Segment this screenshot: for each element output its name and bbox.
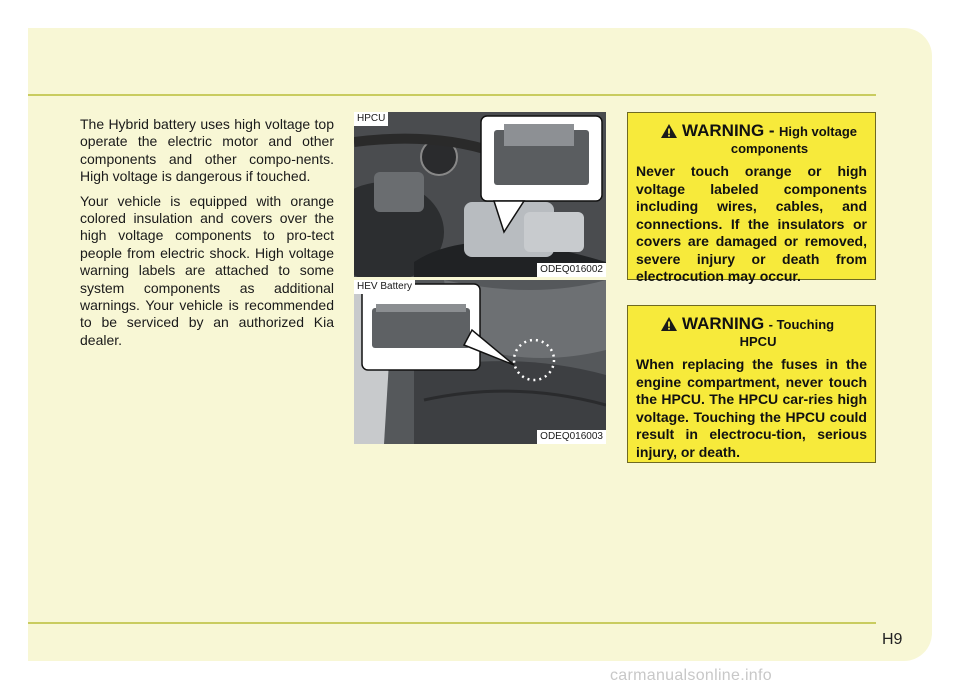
warning-header [636,314,867,350]
body-text [80,116,334,356]
warning-box-high-voltage [627,112,876,284]
hpcu-photo [354,112,606,277]
warning-box-touching-hpcu [627,305,876,463]
warning-header [636,121,867,157]
engine-bay-illustration [354,112,606,277]
warning-body: When replacing the fuses in the engine compartment, never touch the HPCU. The HPCU car-ries high voltage. Touching the HPCU could result in electrocu-tion, serious injury, or death. [636,356,867,460]
header-rule [28,94,876,96]
warning-subject: High voltage [779,124,858,139]
body-paragraph: Your vehicle is equipped with orange colored insulation and covers over the high voltage components to pro-tect people from electric shock. High voltage warning labels are attached to some system components as additional warnings. Your vehicle is recommended to be serviced by an authorized Kia dealer. [80,192,334,348]
warning-word: WARNING [682,314,765,333]
warning-word: WARNING - [682,121,775,140]
warning-subject: - Touching [768,317,835,332]
warning-triangle-icon [660,123,678,139]
body-paragraph: The Hybrid battery uses high voltage top operate the electric motor and other components and other compo-nents. High voltage is dangerous if touched. [80,116,334,185]
warning-triangle-icon [660,316,678,332]
warning-subject-line2: HPCU [739,334,777,349]
warning-body: Never touch orange or high voltage labeled components including wires, cables, and connections. If the insulators or covers are damaged or removed, severe injury or death from electrocution may occur. [636,163,867,284]
warning-subject-line2: components [730,141,809,156]
hev-battery-label: HEV Battery [354,280,415,294]
hpcu-figure-code: ODEQ016002 [537,263,606,277]
hev-figure-code: ODEQ016003 [537,430,606,444]
hpcu-label: HPCU [354,112,388,126]
watermark: carmanualsonline.info [610,667,772,684]
rear-seat-illustration [354,280,606,444]
hev-battery-photo [354,280,606,444]
footer-rule [28,622,876,624]
page-number: H9 [882,631,903,648]
